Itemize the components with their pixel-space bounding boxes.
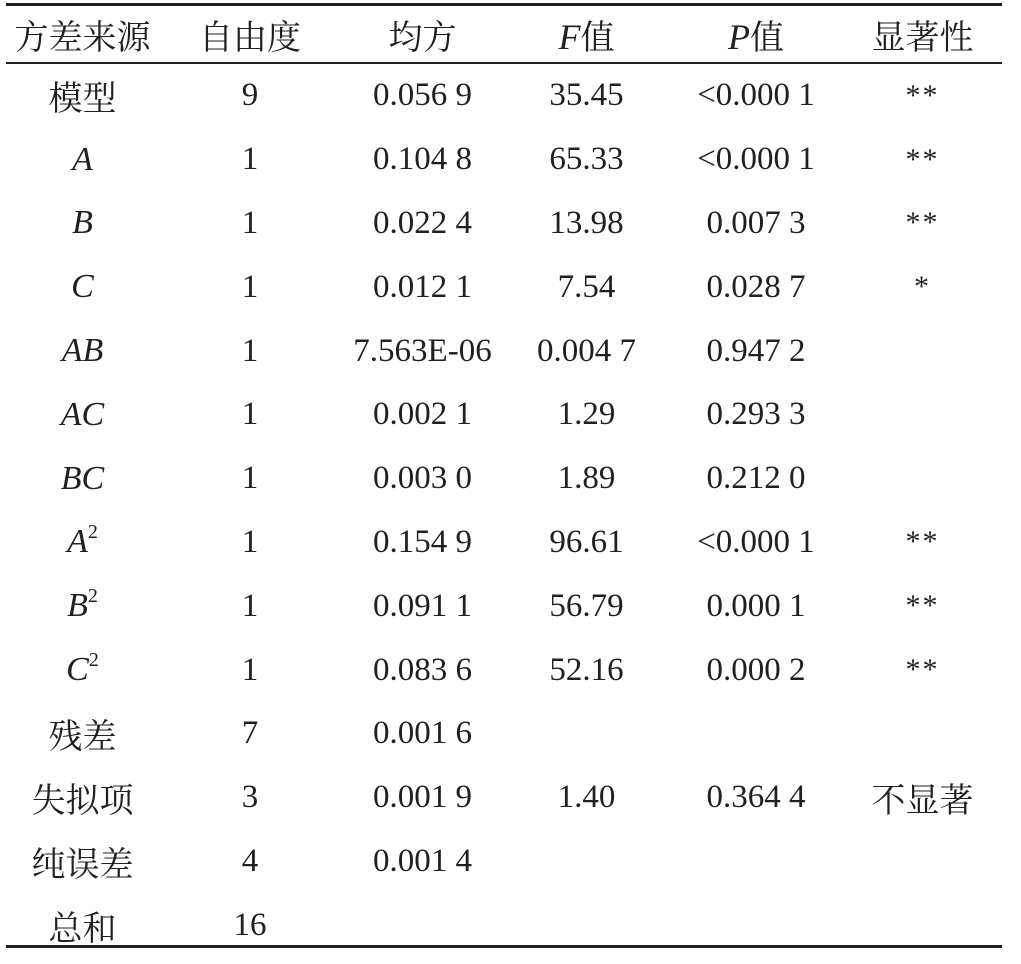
source-label: 纯误差 [31,844,134,885]
cell-f [504,893,669,957]
cell-significance: ** [905,206,940,240]
cell-p: 0.007 3 [706,204,806,241]
cell-ms: 0.001 4 [373,842,472,879]
cell-f [504,830,669,894]
cell-ms [341,893,504,957]
cell-ms: 0.083 6 [373,651,472,688]
table-row [6,893,1002,957]
cell-f [504,702,669,766]
table-body [6,62,1002,957]
cell-source [6,574,159,638]
source-label: A [67,523,88,561]
cell-df: 1 [241,460,259,497]
cell-f: 1.40 [557,779,616,816]
table-row [6,383,1002,447]
cell-df: 1 [241,651,259,688]
table-row [6,702,1002,766]
cell-source [6,62,159,128]
source-label: 残差 [48,717,117,758]
cell-significance [843,319,1002,383]
cell-source [6,319,159,383]
cell-significance: 不显著 [871,781,974,822]
cell-df: 1 [241,332,259,369]
table-row [6,128,1002,192]
cell-df: 1 [241,204,259,241]
table-row [6,62,1002,128]
cell-f: 1.89 [557,460,616,497]
cell-ms: 0.002 1 [373,396,472,433]
table-row [6,830,1002,894]
cell-source [6,766,159,830]
cell-significance [843,447,1002,511]
table-row [6,255,1002,319]
cell-significance [843,893,1002,957]
cell-p: 0.028 7 [706,268,806,305]
table-row [6,192,1002,256]
cell-p [669,702,843,766]
cell-source [6,255,159,319]
source-label: BC [60,459,105,497]
cell-ms: 0.001 9 [373,779,472,816]
source-label: A [72,140,93,178]
cell-p: <0.000 1 [697,523,815,560]
cell-f: 65.33 [549,141,624,178]
cell-source [6,893,159,957]
cell-p: 0.000 2 [706,651,806,688]
cell-significance [843,383,1002,447]
cell-ms: 0.001 6 [373,715,472,752]
source-label: C [66,651,89,689]
cell-significance [843,830,1002,894]
cell-df: 9 [241,77,259,114]
header-p-letter: P [728,16,750,57]
cell-ms: 0.022 4 [373,204,472,241]
cell-p: <0.000 1 [697,77,815,114]
cell-significance: ** [905,525,940,559]
cell-significance: ** [905,653,940,687]
header-df: 自由度 [199,17,301,58]
header-ms: 均方 [388,17,457,58]
header-significance: 显著性 [871,17,974,58]
cell-ms: 0.056 9 [373,77,472,114]
cell-p: 0.212 0 [706,460,806,497]
cell-p: 0.364 4 [706,779,806,816]
cell-df: 7 [241,715,259,752]
cell-ms: 0.091 1 [373,587,472,624]
source-superscript: 2 [87,521,98,544]
cell-p: <0.000 1 [697,141,815,178]
source-label: 模型 [48,79,117,120]
cell-ms: 7.563E-06 [353,332,492,369]
cell-source [6,128,159,192]
cell-df: 4 [241,842,259,879]
cell-source [6,447,159,511]
source-label: AC [60,395,105,433]
table-row [6,319,1002,383]
cell-significance: * [914,270,931,304]
cell-f: 96.61 [549,523,624,560]
cell-source [6,830,159,894]
table-row [6,447,1002,511]
cell-significance: ** [905,589,940,623]
header-f-suffix: 值 [580,17,615,58]
source-superscript: 2 [87,585,98,608]
cell-f: 7.54 [557,268,616,305]
cell-significance [843,702,1002,766]
cell-ms: 0.012 1 [373,268,472,305]
table-row [6,574,1002,638]
cell-f: 0.004 7 [537,332,636,369]
cell-ms: 0.154 9 [373,523,472,560]
cell-df: 1 [241,523,259,560]
source-superscript: 2 [88,649,99,672]
cell-df: 16 [233,906,267,943]
header-f-letter: F [558,16,581,57]
table-row [6,638,1002,702]
cell-significance: ** [905,142,940,176]
table-row [6,766,1002,830]
source-label: 失拟项 [31,781,134,822]
source-label: AB [61,332,104,370]
cell-f: 13.98 [549,204,624,241]
header-p-suffix: 值 [750,17,784,58]
source-label: B [72,204,93,242]
cell-p [669,830,843,894]
cell-ms: 0.003 0 [373,460,472,497]
anova-table [6,6,1002,957]
cell-p: 0.947 2 [706,332,806,369]
source-label: B [67,587,88,625]
cell-df: 1 [241,141,259,178]
cell-f: 1.29 [557,396,616,433]
cell-source [6,638,159,702]
cell-f: 52.16 [549,651,624,688]
cell-ms: 0.104 8 [373,141,472,178]
cell-source [6,383,159,447]
cell-df: 3 [241,779,259,816]
cell-f: 35.45 [549,77,624,114]
table-row [6,511,1002,575]
header-f-value [504,6,669,62]
cell-f: 56.79 [549,587,624,624]
cell-df: 1 [241,268,259,305]
cell-df: 1 [241,396,259,433]
header-row [6,6,1002,62]
header-source: 方差来源 [14,17,151,58]
source-label: C [71,268,94,306]
cell-p [669,893,843,957]
source-label: 总和 [48,908,117,949]
cell-source [6,192,159,256]
cell-p: 0.000 1 [706,587,806,624]
cell-source [6,702,159,766]
cell-significance: ** [905,78,940,112]
cell-source [6,511,159,575]
cell-df: 1 [241,587,259,624]
cell-p: 0.293 3 [706,396,806,433]
header-p-value [669,6,843,62]
